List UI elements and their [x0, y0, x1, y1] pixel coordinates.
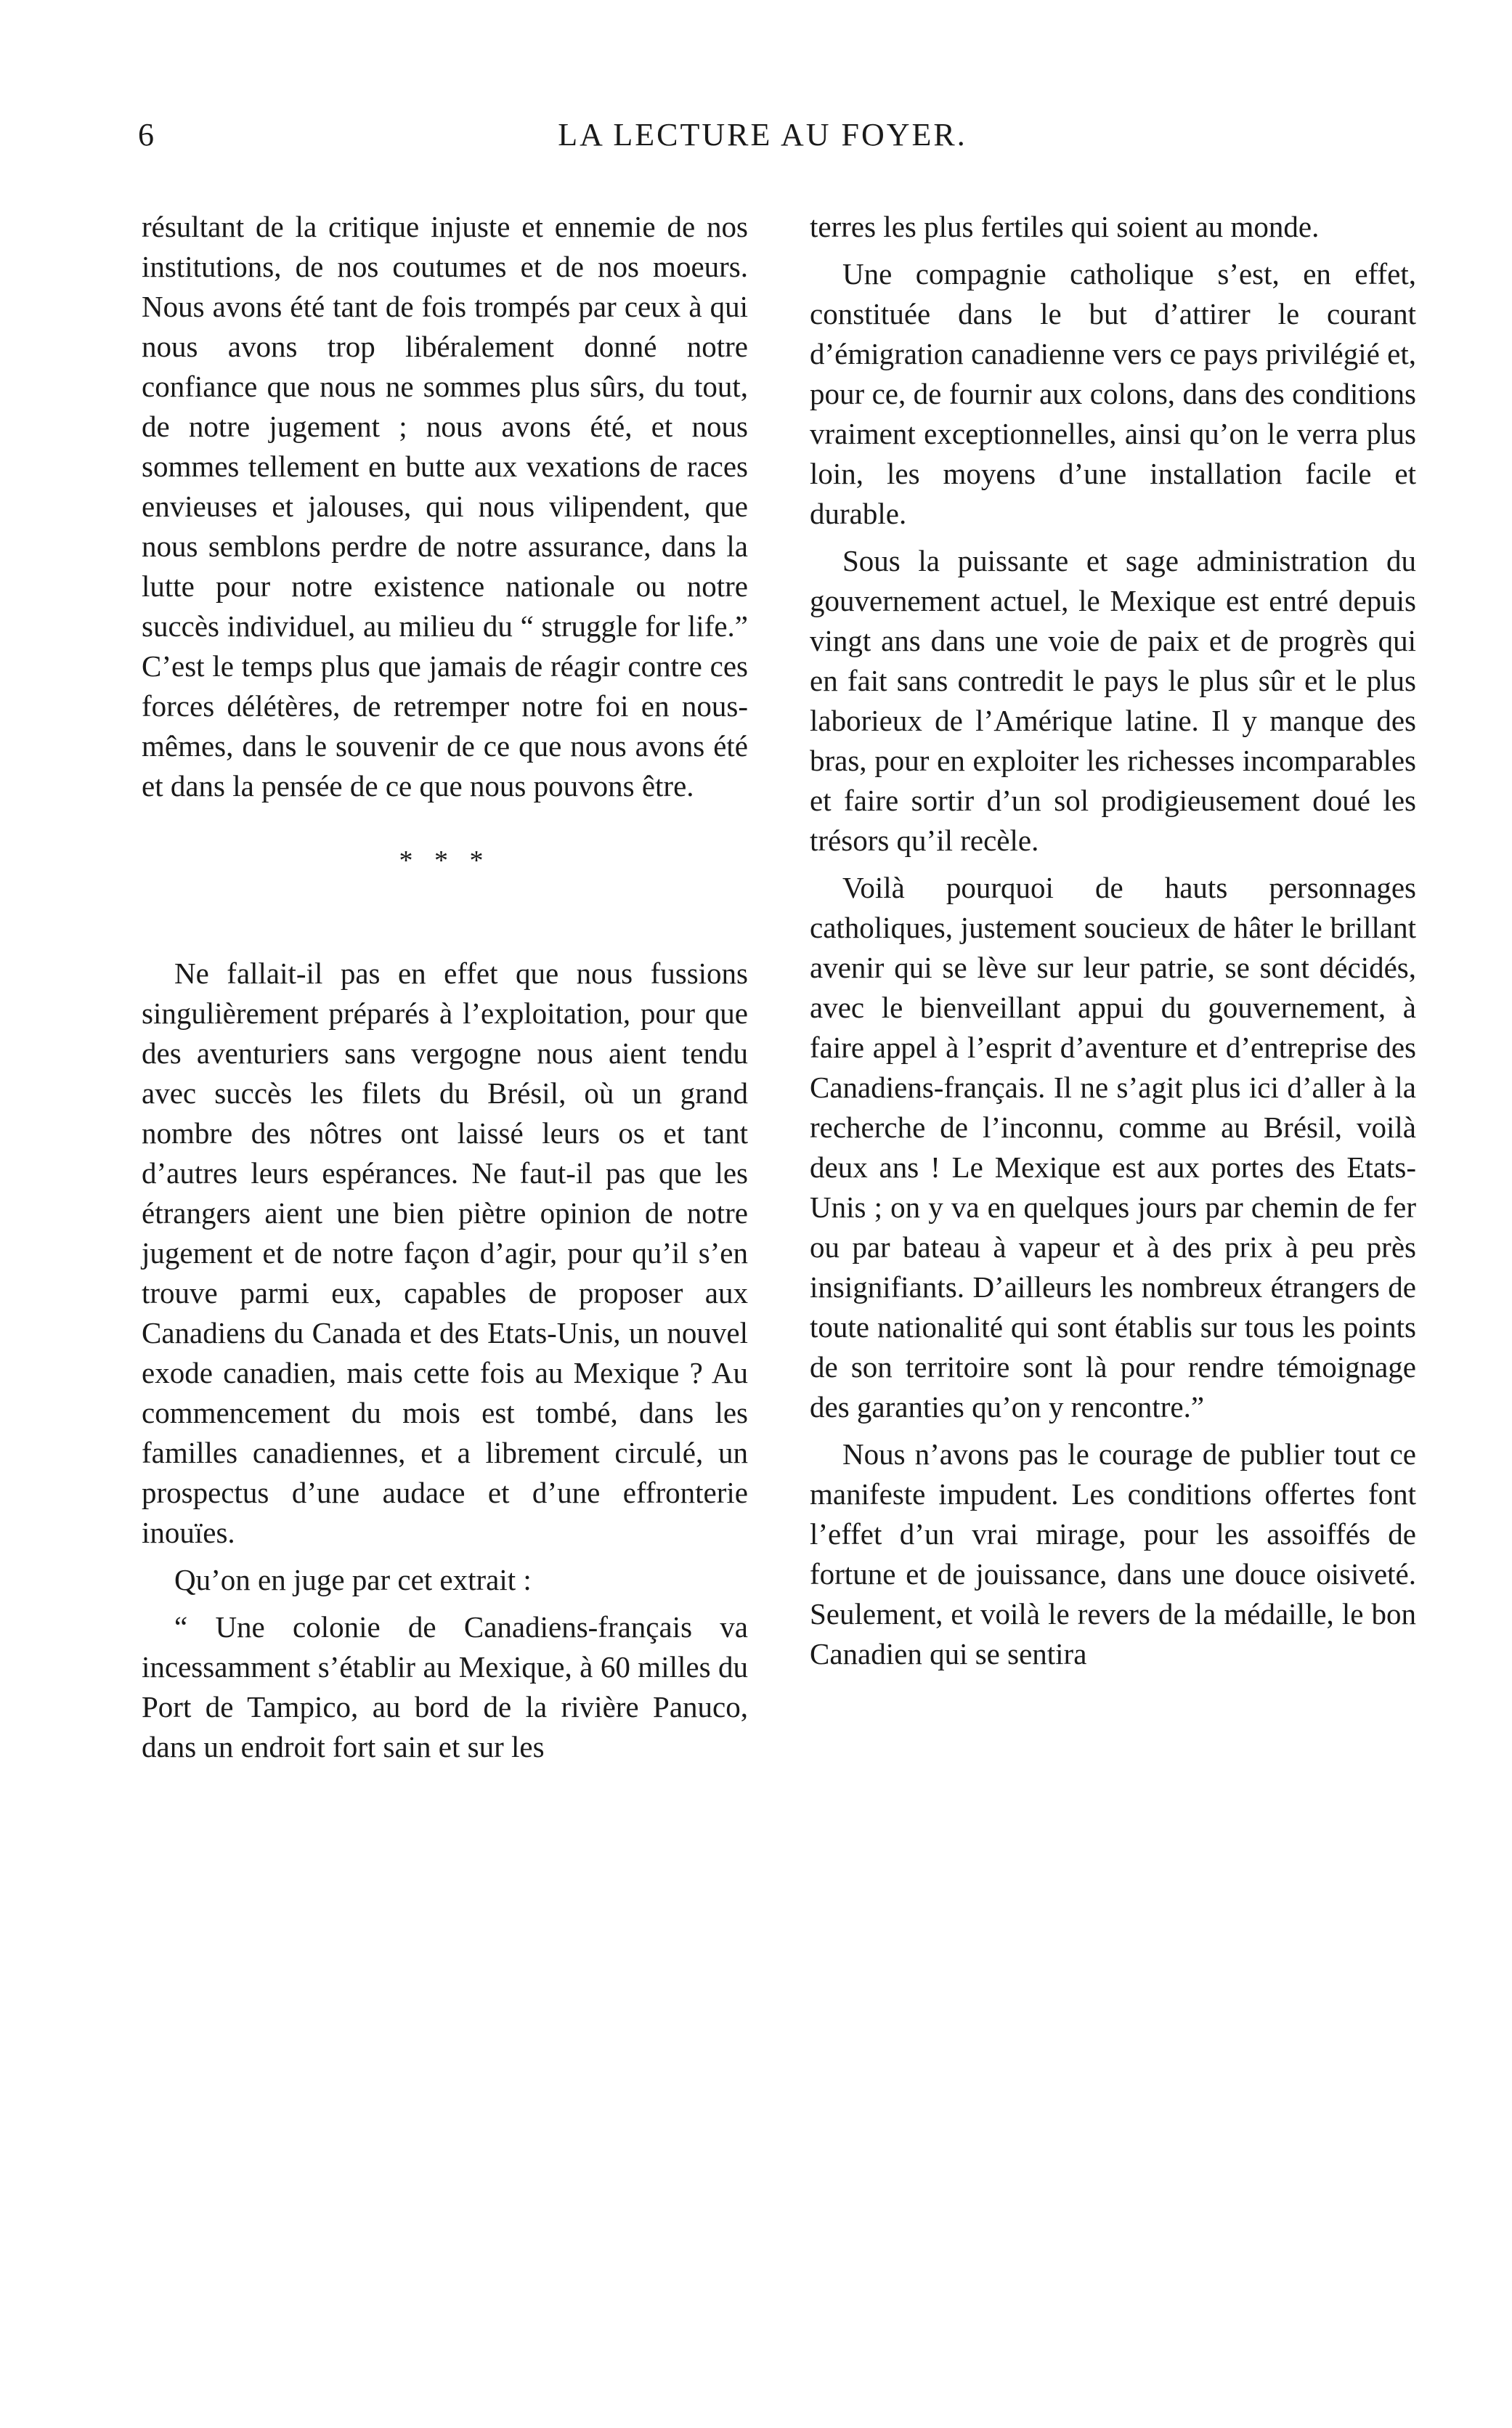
page-header	[138, 116, 1387, 167]
running-title: LA LECTURE AU FOYER.	[558, 117, 967, 153]
page-number: 6	[138, 117, 154, 153]
quoted-paragraph: “ Une colonie de Canadiens-français va incessamment s’établir au Mexique, à 60 milles du Port de Tampico, au bord de la rivière Panuco, dans un endroit fort sain et sur les	[142, 1610, 748, 1763]
paragraph: Nous n’avons pas le courage de publier tout ce manifeste impudent. Les conditions offertes font l’effet d’un vrai mirage, pour les assoiffés de fortune et de jouissance, dans une douce oisiveté. Seulement, et voilà le revers de la médaille, le bon Canadien qui se sentira	[810, 1437, 1416, 1670]
right-column	[810, 207, 1416, 1681]
paragraph: terres les plus fertiles qui soient au monde.	[810, 210, 1320, 243]
paragraph: Ne fallait-il pas en effet que nous fussions singulièrement préparés à l’exploitation, pour que des aventuriers sans vergogne nous aient tendu avec succès les filets du Brésil, où un grand nombre des nôtres ont laissé leurs os et tant d’autres leurs espérances. Ne faut-il pas que les étrangers aient une bien piètre opinion de notre jugement et de notre façon d’agir, pour qu’il s’en trouve parmi eux, capables de proposer aux Canadiens du Canada et des Etats-Unis, un nouvel exode canadien, mais cette fois au Mexique ? Au commencement du mois est tombé, dans les familles canadiennes, et a librement circulé, un prospectus d’une audace et d’une effronterie inouïes.	[142, 957, 748, 1549]
paragraph: Sous la puissante et sage administration du gouvernement actuel, le Mexique est entré depuis vingt ans dans une voie de paix et de progrès qui en fait sans contredit le pays le plus sûr et le plus laborieux de l’Amérique latine. Il y manque des bras, pour en exploiter les richesses incomparables et faire sortir d’un sol prodigieusement doué les trésors qu’il recèle.	[810, 544, 1416, 857]
paragraph: résultant de la critique injuste et ennemie de nos institutions, de nos coutumes et de nos moeurs. Nous avons été tant de fois trompés par ceux à qui nous avons trop libéralement donné notre confiance que nous ne sommes plus sûrs, du tout, de notre jugement ; nous avons été, et nous sommes tellement en butte aux vexations de races envieuses et jalouses, qui nous vilipendent, que nous semblons perdre de notre assurance, dans la lutte pour notre existence nationale ou notre succès individuel, au milieu du “ struggle for life.” C’est le temps plus que jamais de réagir contre ces forces délétères, de retremper notre foi en nous-mêmes, dans le souvenir de ce que nous avons été et dans la pensée de ce que nous pouvons être.	[142, 210, 748, 803]
paragraph: Voilà pourquoi de hauts personnages catholiques, justement soucieux de hâter le brillant avenir qui se lève sur leur patrie, se sont décidés, avec le bienveillant appui du gouvernement, à faire appel à l’esprit d’aventure et d’entreprise des Canadiens-français. Il ne s’agit plus ici d’aller à la recherche de l’inconnu, comme au Brésil, voilà deux ans ! Le Mexique est aux portes des Etats-Unis ; on y va en quelques jours par chemin de fer ou par bateau à vapeur et à des prix à peu près insignifiants. D’ailleurs les nombreux étrangers de toute nationalité qui sont établis sur tous les points de son territoire sont là pour rendre témoignage des garanties qu’on y rencontre.”	[810, 871, 1416, 1424]
paragraph: Qu’on en juge par cet extrait :	[174, 1563, 532, 1596]
paragraph: Une compagnie catholique s’est, en effet, constituée dans le but d’attirer le courant d’émigration canadienne vers ce pays privilégié et, pour ce, de fournir aux colons, dans des conditions vraiment exceptionnelles, ainsi qu’on le verra plus loin, les moyens d’une installation facile et durable.	[810, 257, 1416, 530]
left-column	[142, 207, 748, 1774]
section-separator: * * *	[399, 845, 491, 876]
